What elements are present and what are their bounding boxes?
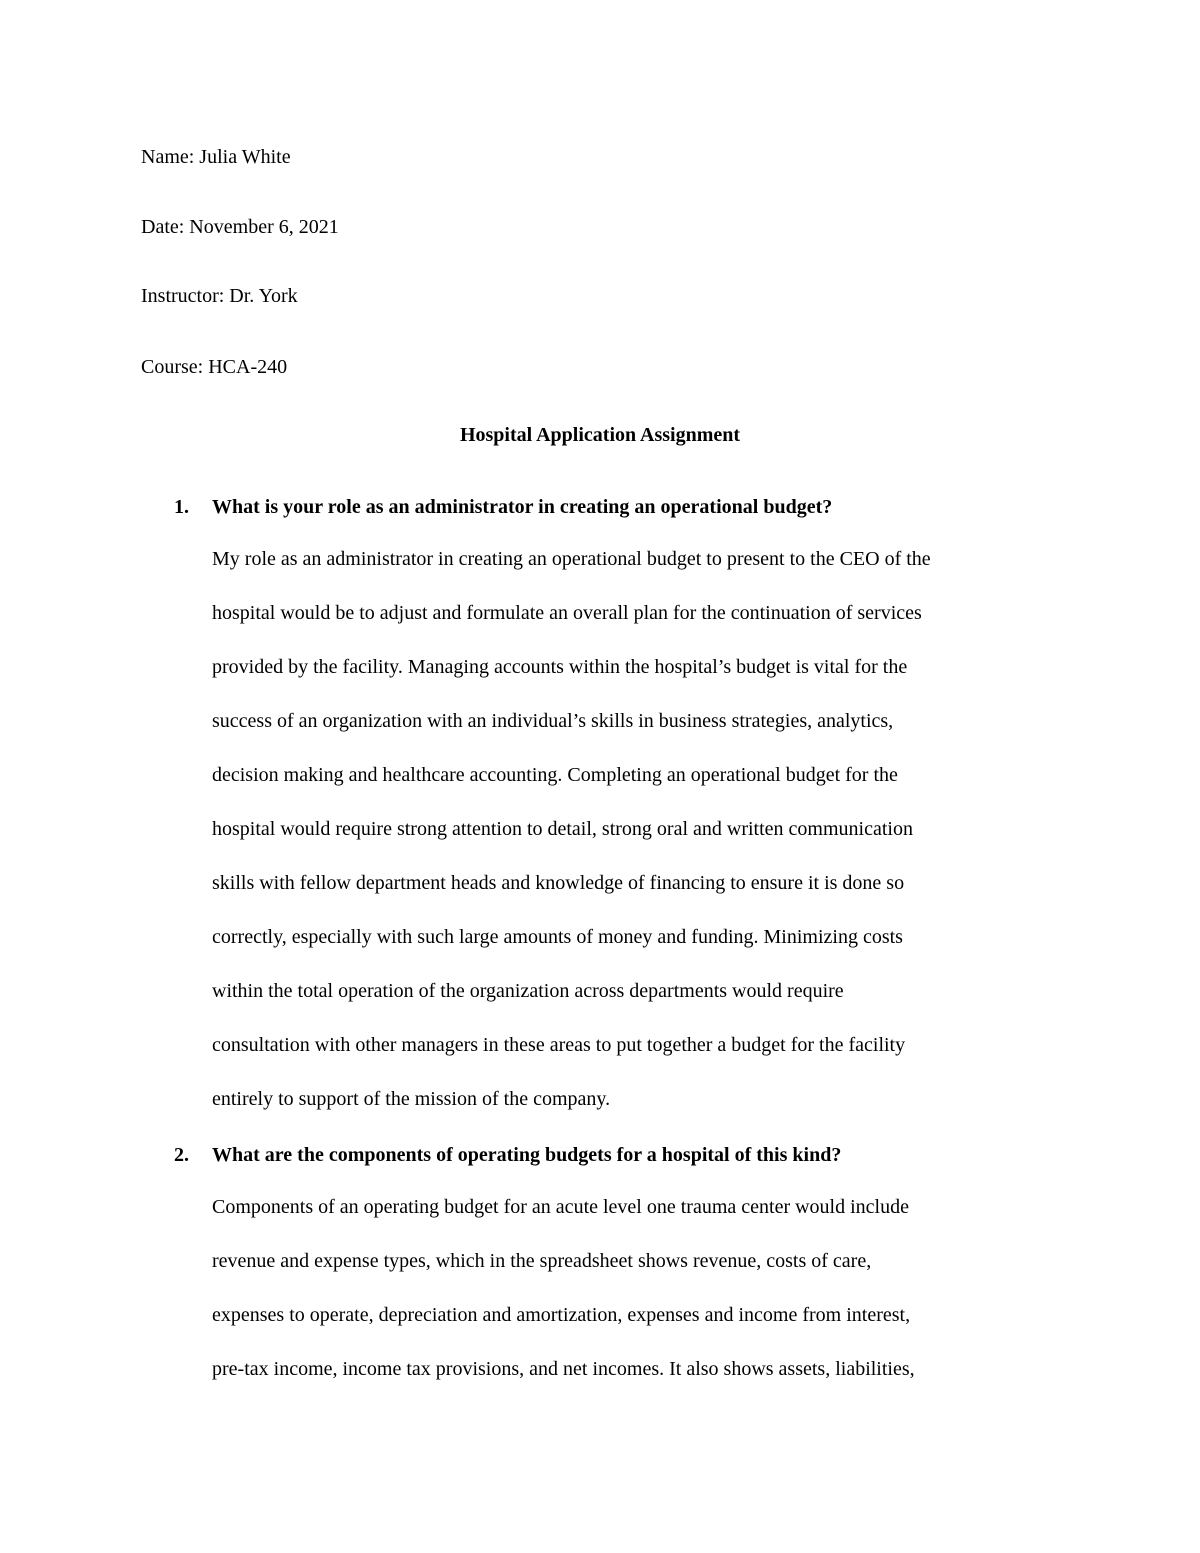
answer-1-line: correctly, especially with such large amounts of money and funding. Minimizing costs [212,926,903,948]
answer-1-line: within the total operation of the organization across departments would require [212,980,844,1002]
answer-2-line: pre-tax income, income tax provisions, and net incomes. It also shows assets, liabilities, [212,1358,915,1380]
instructor-name: Instructor: Dr. York [141,285,298,307]
answer-1-line: My role as an administrator in creating an operational budget to present to the CEO of the [212,548,931,570]
submission-date: Date: November 6, 2021 [141,216,339,238]
answer-1-line: skills with fellow department heads and knowledge of financing to ensure it is done so [212,872,905,894]
answer-1-line: entirely to support of the mission of the company. [212,1088,611,1110]
answer-2 [212,1180,1082,1396]
answer-1 [212,532,1082,1126]
answer-2-line: expenses to operate, depreciation and amortization, expenses and income from interest, [212,1304,911,1326]
course-code: Course: HCA-240 [141,356,288,378]
answer-1-line: success of an organization with an individual’s skills in business strategies, analytics, [212,710,894,732]
answer-1-line: decision making and healthcare accounting. Completing an operational budget for the [212,764,898,786]
answer-1-line: hospital would be to adjust and formulate an overall plan for the continuation of services [212,602,922,624]
question-2-text: What are the components of operating budgets for a hospital of this kind? [212,1144,842,1166]
answer-2-line: Components of an operating budget for an acute level one trauma center would include [212,1196,909,1218]
document-title: Hospital Application Assignment [459,424,741,446]
question-1-number: 1. [174,496,189,518]
answer-1-line: consultation with other managers in these areas to put together a budget for the facility [212,1034,906,1056]
question-2-number: 2. [174,1144,189,1166]
question-1-text: What is your role as an administrator in creating an operational budget? [212,496,833,518]
answer-1-line: hospital would require strong attention to detail, strong oral and written communication [212,818,913,840]
answer-1-line: provided by the facility. Managing accounts within the hospital’s budget is vital for the [212,656,908,678]
answer-2-line: revenue and expense types, which in the spreadsheet shows revenue, costs of care, [212,1250,872,1272]
student-name: Name: Julia White [141,146,291,168]
